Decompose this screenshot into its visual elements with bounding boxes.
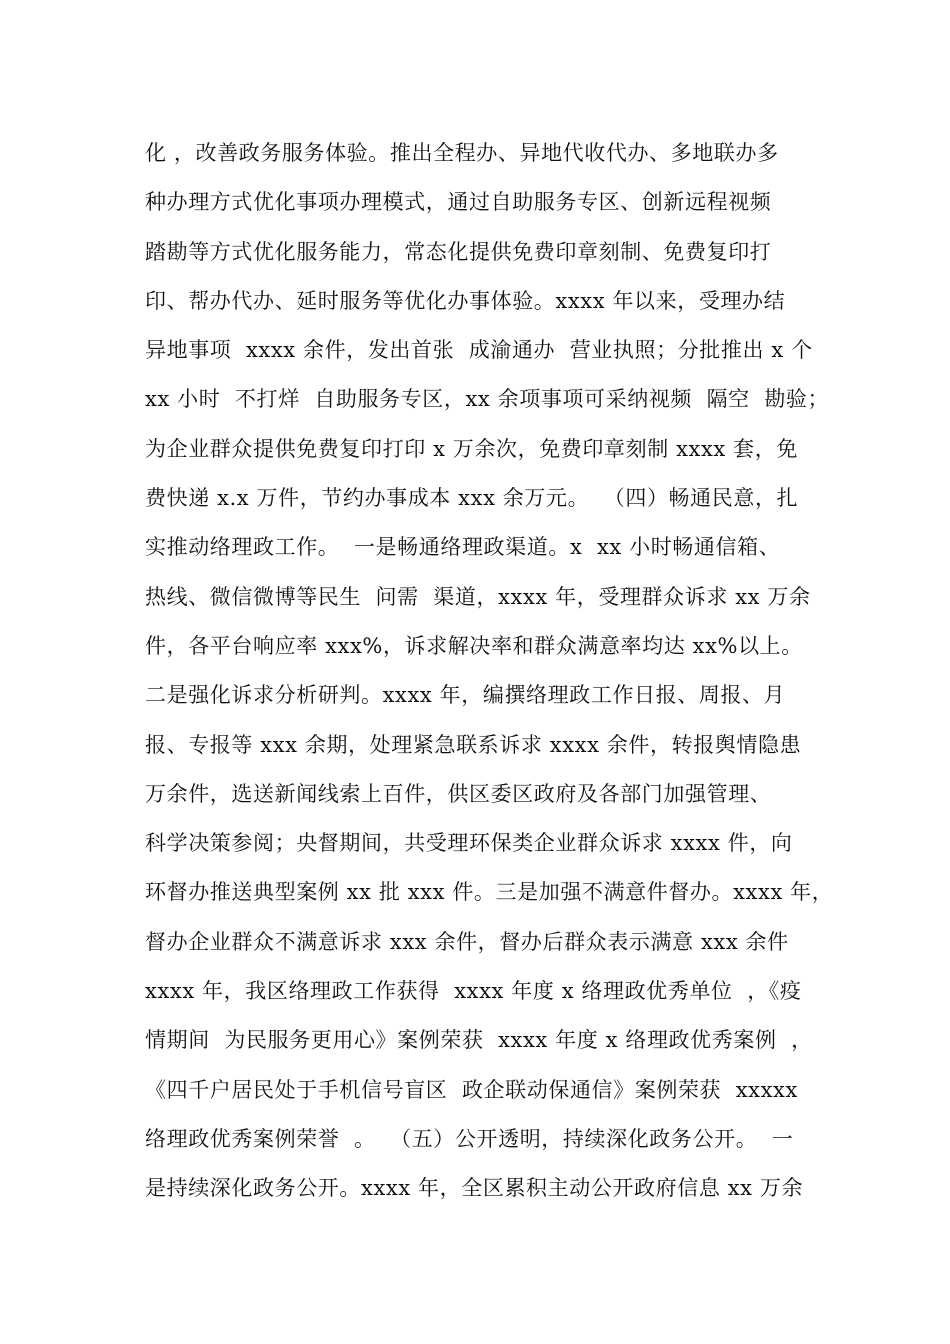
text-line: 万余件，选送新闻线索上百件，供区委区政府及各部门加强管理、 — [145, 781, 772, 806]
text-line: 印、帮办代办、延时服务等优化办事体验。xxxx 年以来，受理办结 — [145, 288, 786, 313]
text-line: xx 小时 不打烊 自助服务专区，xx 余项事项可采纳视频 隔空 勘验； — [145, 387, 830, 412]
text-line: xxxx 年，我区络理政工作获得 xxxx 年度 x 络理政优秀单位 ，《疫 — [145, 979, 802, 1004]
text-line: 科学决策参阅；央督期间，共受理环保类企业群众诉求 xxxx 件，向 — [145, 831, 793, 856]
body-text — [145, 133, 834, 1218]
text-line: 二是强化诉求分析研判。xxxx 年，编撰络理政工作日报、周报、月 — [145, 683, 786, 708]
text-line: 是持续深化政务公开。xxxx 年，全区累积主动公开政府信息 xx 万余 — [145, 1176, 804, 1201]
text-line: 环督办推送典型案例 xx 批 xxx 件。三是加强不满意件督办。xxxx 年， — [145, 880, 834, 905]
text-line: 实推动络理政工作。 一是畅通络理政渠道。x xx 小时畅通信箱、 — [145, 535, 781, 560]
text-line: 化 ，改善政务服务体验。推出全程办、异地代收代办、多地联办多 — [145, 141, 779, 165]
text-line: 种办理方式优化事项办理模式，通过自助服务专区、创新远程视频 — [145, 190, 772, 215]
text-line: 费快递 x.x 万件，节约办事成本 xxx 余万元。 （四）畅通民意，扎 — [145, 486, 799, 511]
text-line: 络理政优秀案例荣誉 。 （五）公开透明，持续深化政务公开。 一 — [145, 1126, 794, 1151]
text-line: 报、专报等 xxx 余期，处理紧急联系诉求 xxxx 余件，转报舆情隐患 — [145, 732, 802, 757]
text-line: 督办企业群众不满意诉求 xxx 余件，督办后群众表示满意 xxx 余件 — [145, 929, 789, 954]
text-line: 件，各平台响应率 xxx%，诉求解决率和群众满意率均达 xx%以上。 — [145, 633, 803, 658]
text-line: 异地事项 xxxx 余件，发出首张 成渝通办 营业执照；分批推出 x 个 — [145, 338, 813, 363]
text-line: 为企业群众提供免费复印打印 x 万余次，免费印章刻制 xxxx 套，免 — [145, 436, 798, 461]
text-line: 《四千户居民处于手机信号盲区 政企联动保通信》案例荣获 xxxxx — [145, 1077, 798, 1102]
text-line: 踏勘等方式优化服务能力，常态化提供免费印章刻制、免费复印打 — [145, 239, 772, 264]
text-line: 热线、微信微博等民生 问需 渠道，xxxx 年，受理群众诉求 xx 万余 — [145, 584, 811, 609]
text-line: 情期间 为民服务更用心》案例荣获 xxxx 年度 x 络理政优秀案例 ， — [145, 1028, 813, 1053]
